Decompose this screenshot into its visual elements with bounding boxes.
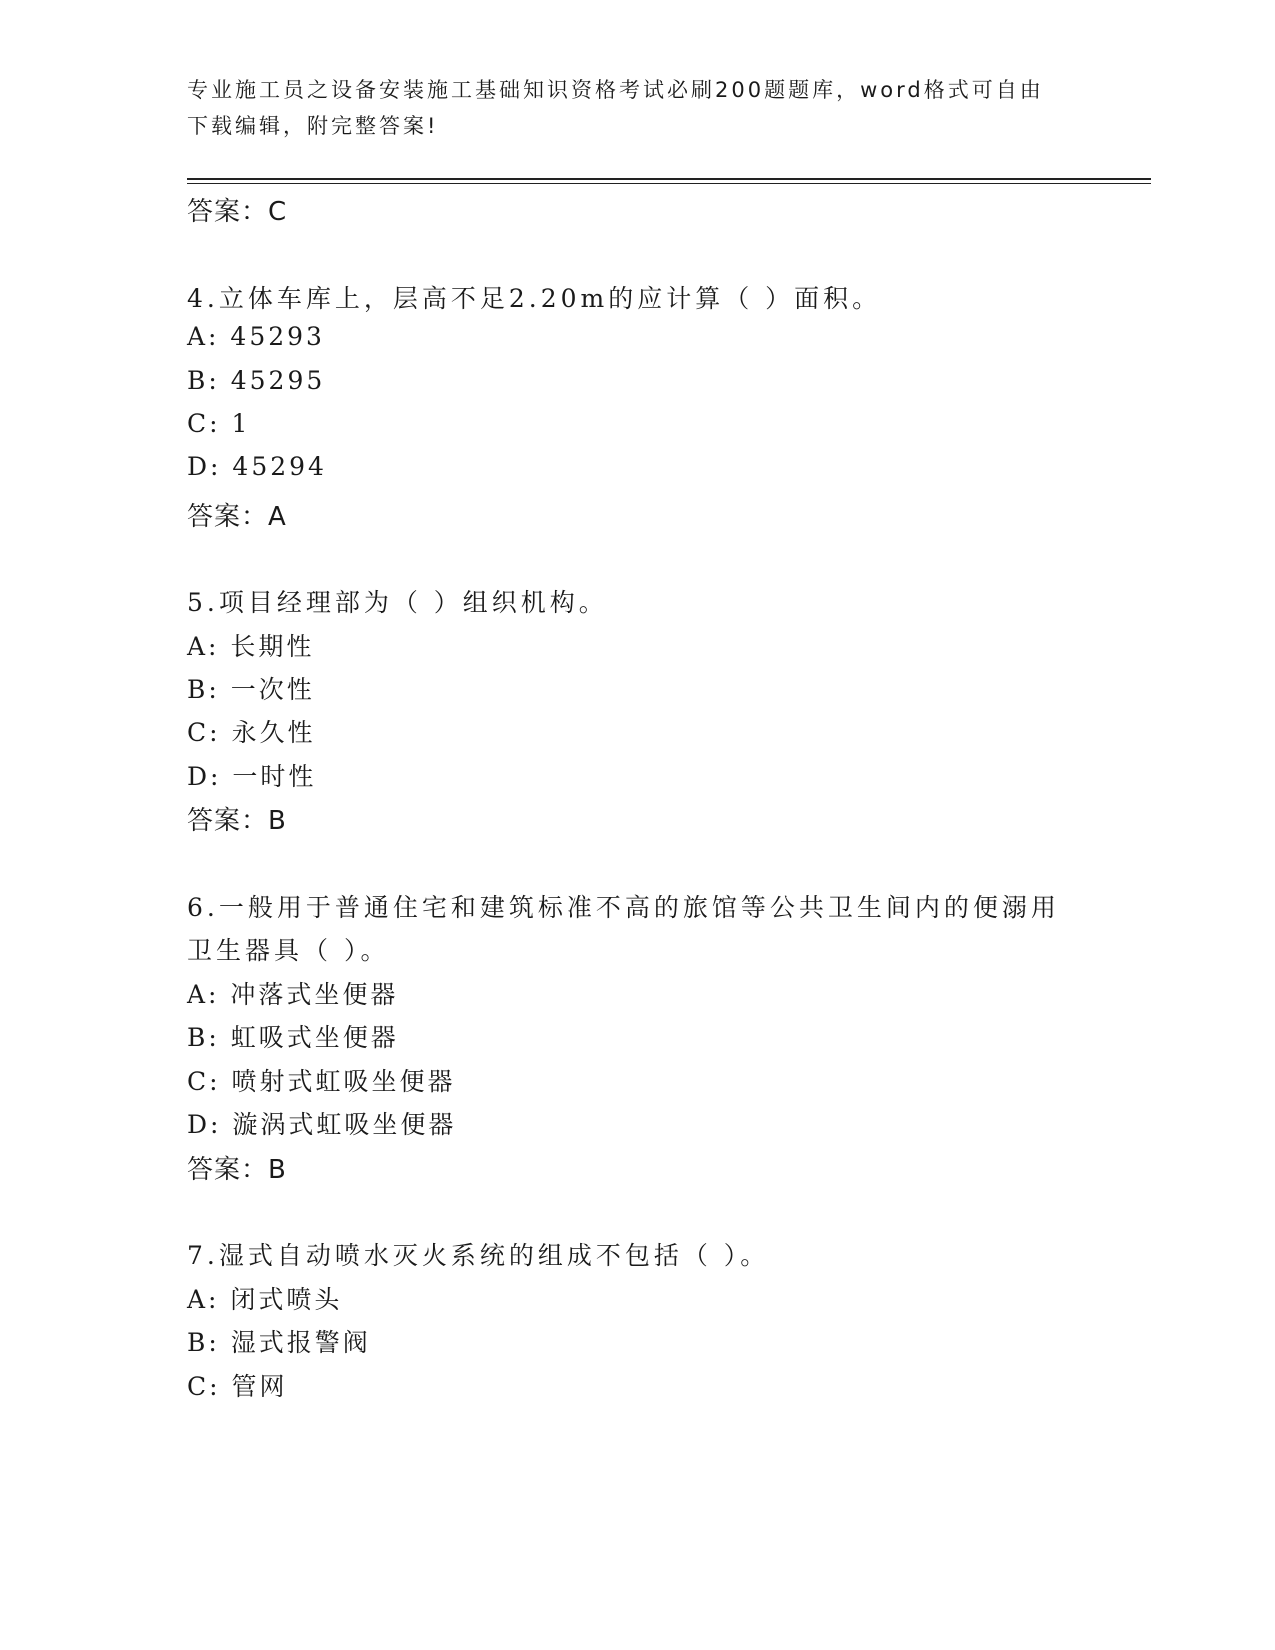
question-7-text: 7.湿式自动喷水灭火系统的组成不包括（ ）。 bbox=[187, 1241, 770, 1270]
question-4-option-d: D: 45294 bbox=[187, 452, 327, 481]
document-header bbox=[187, 72, 1087, 144]
question-7-option-a: A: 闭式喷头 bbox=[187, 1285, 343, 1314]
question-6-option-b: B: 虹吸式坐便器 bbox=[187, 1023, 399, 1052]
question-5-option-a: A: 长期性 bbox=[187, 632, 315, 661]
question-7-option-b: B: 湿式报警阀 bbox=[187, 1328, 371, 1357]
answer-q6: 答案：B bbox=[187, 1155, 287, 1185]
header-divider-thin bbox=[187, 183, 1151, 184]
question-7-option-c: C: 管网 bbox=[187, 1372, 288, 1401]
question-6-text-line-2: 卫生器具（ ）。 bbox=[187, 936, 390, 965]
question-4-option-c: C: 1 bbox=[187, 409, 251, 438]
question-4-text: 4.立体车库上，层高不足2.20m的应计算（ ）面积。 bbox=[187, 284, 882, 313]
question-5-option-c: C: 永久性 bbox=[187, 718, 316, 747]
header-line-2: 下载编辑，附完整答案! bbox=[187, 114, 439, 138]
question-6-option-a: A: 冲落式坐便器 bbox=[187, 980, 399, 1009]
question-4-option-a: A: 45293 bbox=[187, 322, 325, 351]
header-line-1: 专业施工员之设备安装施工基础知识资格考试必刷200题题库，word格式可自由 bbox=[187, 78, 1044, 102]
answer-q3: 答案：C bbox=[187, 197, 288, 227]
question-4-option-b: B: 45295 bbox=[187, 366, 326, 395]
answer-q4: 答案：A bbox=[187, 502, 287, 532]
question-5-option-b: B: 一次性 bbox=[187, 675, 315, 704]
header-divider-thick bbox=[187, 178, 1151, 180]
question-6-option-c: C: 喷射式虹吸坐便器 bbox=[187, 1067, 456, 1096]
answer-q5: 答案：B bbox=[187, 806, 287, 836]
question-6-text-line-1: 6.一般用于普通住宅和建筑标准不高的旅馆等公共卫生间内的便溺用 bbox=[187, 893, 1060, 922]
question-5-text: 5.项目经理部为（ ）组织机构。 bbox=[187, 588, 608, 617]
question-5-option-d: D: 一时性 bbox=[187, 762, 317, 791]
question-6-option-d: D: 漩涡式虹吸坐便器 bbox=[187, 1110, 457, 1139]
